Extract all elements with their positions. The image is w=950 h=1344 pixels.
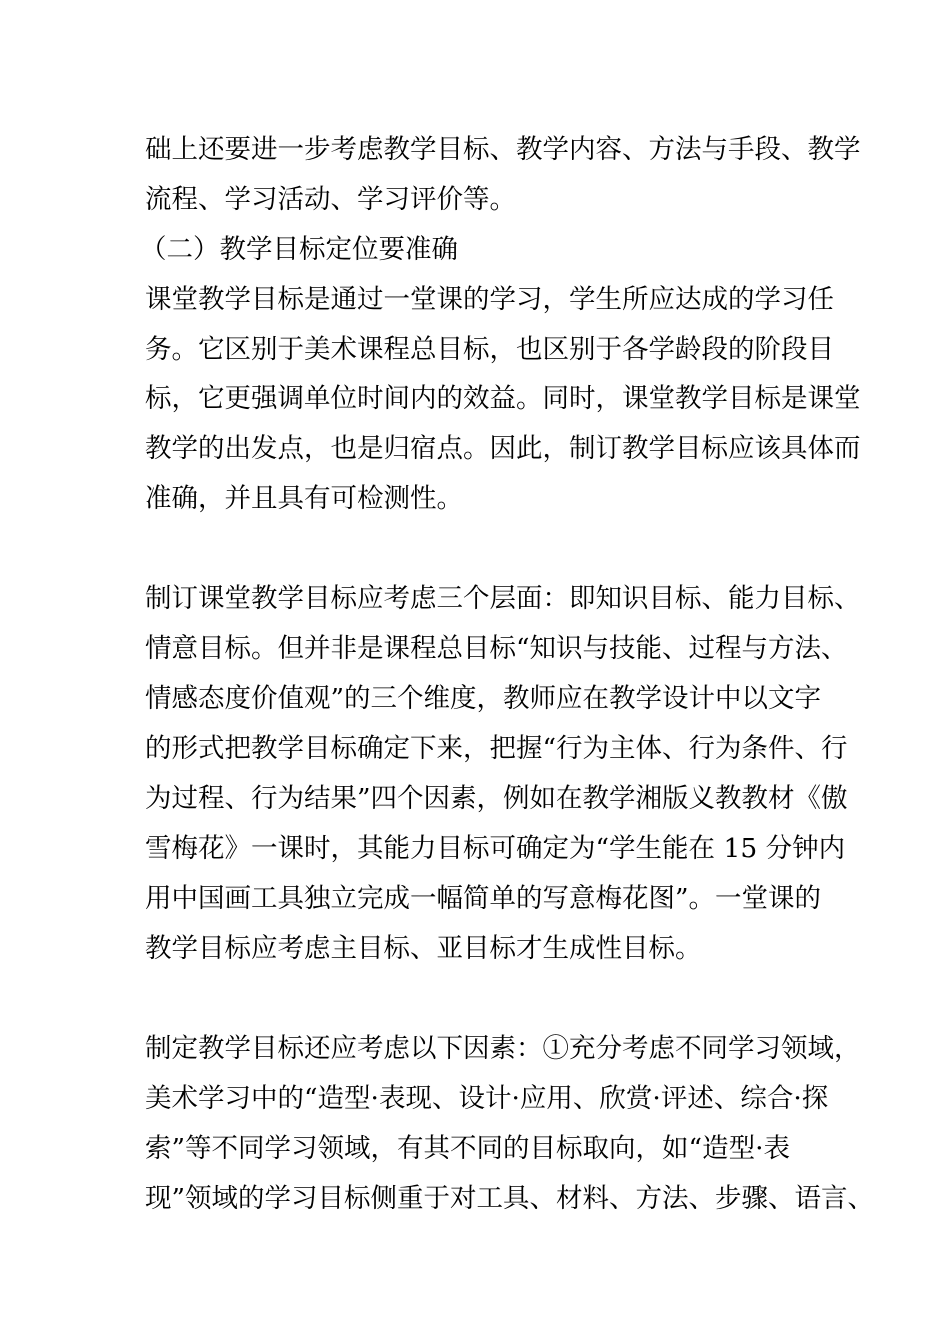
paragraph-3-line-5: 为过程、行为结果”四个因素，例如在教学湘版义教教材《傲	[145, 783, 848, 814]
paragraph-2-line-4: 教学的出发点，也是归宿点。因此，制订教学目标应该具体而	[145, 433, 861, 464]
paragraph-3-line-2: 情意目标。但并非是课程总目标“知识与技能、过程与方法、	[145, 633, 848, 664]
paragraph-2-line-2: 务。它区别于美术课程总目标，也区别于各学龄段的阶段目	[145, 334, 834, 365]
paragraph-3-line-4: 的形式把教学目标确定下来，把握“行为主体、行为条件、行	[145, 733, 848, 764]
paragraph-3-line-7: 用中国画工具独立完成一幅简单的写意梅花图”。一堂课的	[145, 883, 822, 914]
paragraph-1-line-2: 流程、学习活动、学习评价等。	[145, 184, 516, 215]
paragraph-3-line-3: 情感态度价值观”的三个维度，教师应在教学设计中以文字	[145, 683, 822, 714]
paragraph-3-line-1: 制订课堂教学目标应考虑三个层面：即知识目标、能力目标、	[145, 583, 861, 614]
paragraph-4-line-1: 制定教学目标还应考虑以下因素：①充分考虑不同学习领域，	[145, 1033, 861, 1064]
paragraph-4-line-2: 美术学习中的“造型·表现、设计·应用、欣赏·评述、综合·探	[145, 1083, 829, 1114]
paragraph-3-line-8: 教学目标应考虑主目标、亚目标才生成性目标。	[145, 933, 702, 964]
paragraph-2-line-5: 准确，并且具有可检测性。	[145, 483, 463, 514]
paragraph-3-line-6: 雪梅花》一课时，其能力目标可确定为“学生能在 15 分钟内	[145, 833, 846, 864]
paragraph-2-line-3: 标，它更强调单位时间内的效益。同时，课堂教学目标是课堂	[145, 383, 861, 414]
paragraph-1-line-1: 础上还要进一步考虑教学目标、教学内容、方法与手段、教学	[145, 134, 861, 165]
paragraph-2-line-1: 课堂教学目标是通过一堂课的学习，学生所应达成的学习任	[145, 284, 834, 315]
section-heading: （二）教学目标定位要准确	[140, 234, 458, 265]
paragraph-4-line-4: 现”领域的学习目标侧重于对工具、材料、方法、步骤、语言、	[145, 1183, 875, 1214]
paragraph-4-line-3: 索”等不同学习领域，有其不同的目标取向，如“造型·表	[145, 1133, 791, 1164]
